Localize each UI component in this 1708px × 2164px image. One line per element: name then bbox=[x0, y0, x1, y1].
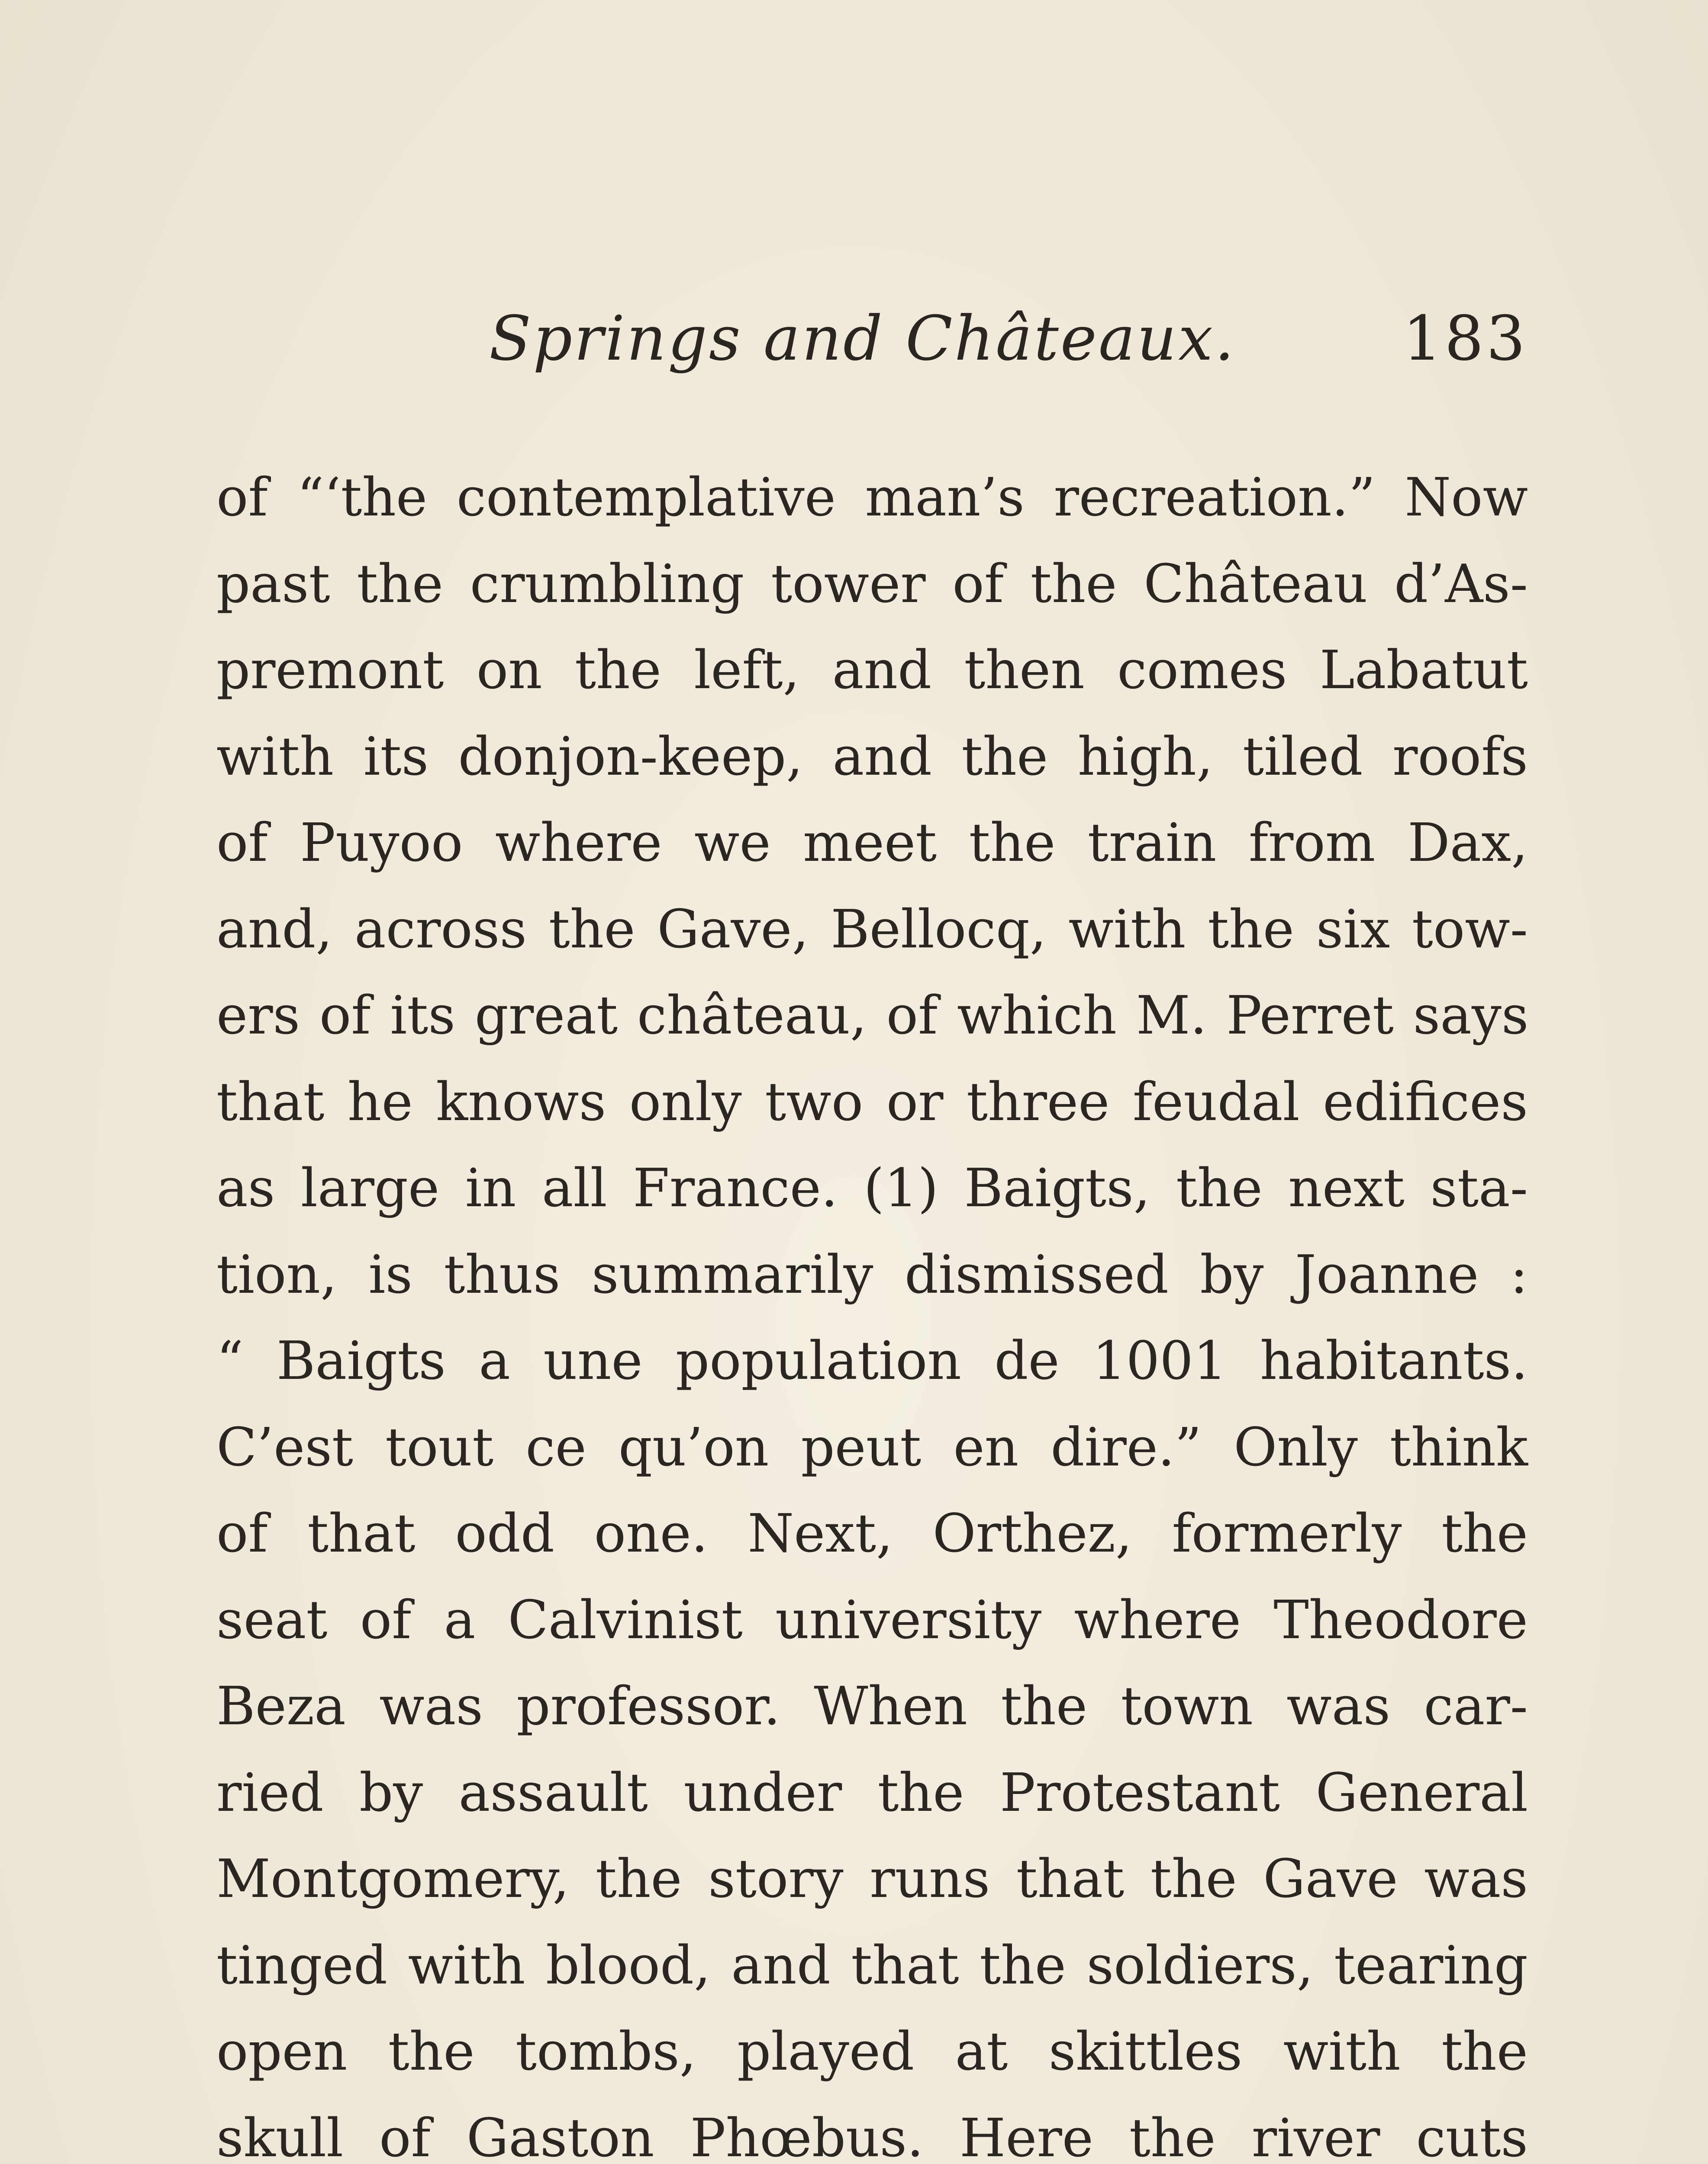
text-line: seat of a Calvinist university where Theodore bbox=[216, 1589, 1528, 1651]
text-line: of “‘the contemplative man’s recreation.” Now bbox=[216, 467, 1528, 528]
text-line: Beza was professor. When the town was car- bbox=[216, 1675, 1528, 1737]
text-line: skull of Gaston Phœbus. Here the river cuts bbox=[216, 2107, 1528, 2164]
text-line: C’est tout ce qu’on peut en dire.” Only think bbox=[216, 1416, 1528, 1478]
text-line: and, across the Gave, Bellocq, with the six tow- bbox=[216, 898, 1528, 960]
text-line: tinged with blood, and that the soldiers, tearing bbox=[216, 1934, 1528, 1996]
page-number: 183 bbox=[1402, 303, 1528, 374]
text-line: premont on the left, and then comes Labatut bbox=[216, 639, 1528, 701]
text-line: with its donjon-keep, and the high, tiled roofs bbox=[216, 725, 1528, 787]
text-line: of Puyoo where we meet the train from Dax, bbox=[216, 812, 1528, 873]
text-line: “ Baigts a une population de 1001 habitants. bbox=[216, 1330, 1528, 1391]
running-title: Springs and Châteaux. bbox=[489, 303, 1236, 374]
text-line: as large in all France. (1) Baigts, the next sta- bbox=[216, 1157, 1528, 1219]
text-line: that he knows only two or three feudal edifices bbox=[216, 1071, 1528, 1133]
text-line: tion, is thus summarily dismissed by Joanne : bbox=[216, 1243, 1528, 1305]
body-text bbox=[216, 454, 1528, 2164]
text-line: open the tombs, played at skittles with the bbox=[216, 2021, 1528, 2082]
text-line: ers of its great château, of which M. Perret says bbox=[216, 985, 1529, 1046]
text-line: ried by assault under the Protestant General bbox=[216, 1761, 1528, 1823]
text-line: of that odd one. Next, Orthez, formerly the bbox=[216, 1503, 1528, 1564]
page-header bbox=[489, 303, 1528, 390]
text-line: Montgomery, the story runs that the Gave was bbox=[216, 1848, 1528, 1910]
text-line: past the crumbling tower of the Château d’As- bbox=[216, 553, 1528, 615]
